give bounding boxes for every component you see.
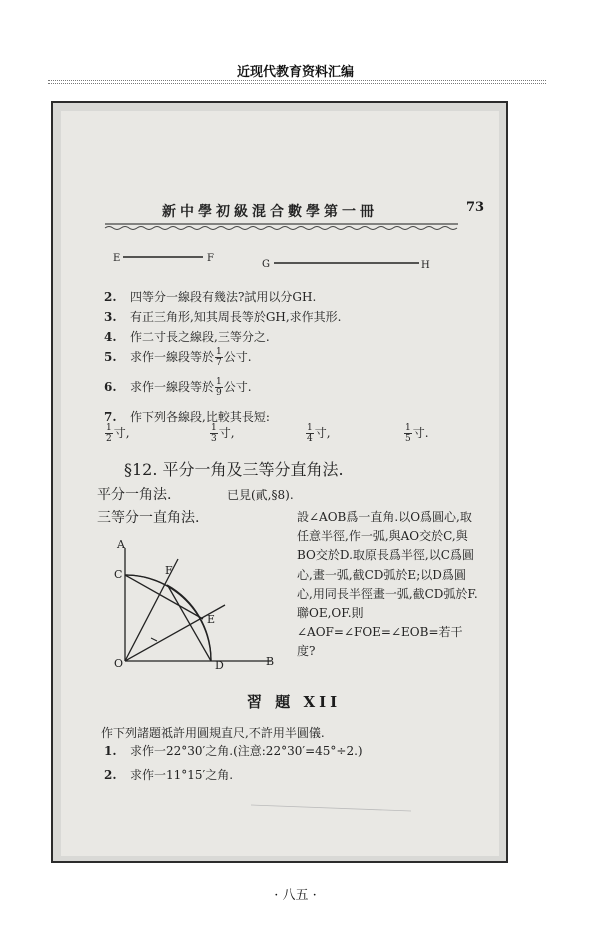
angle-mark	[151, 638, 157, 641]
diagram-labels	[114, 538, 274, 672]
fraction-item: $\frac{1}{4}$ 寸,	[307, 423, 331, 444]
diagram-label-e: E	[207, 613, 216, 626]
problem-item: 7. 作下列各線段,比較其長短:	[104, 410, 270, 424]
trisect-paragraph: 設∠AOB爲一直角.以O爲圓心,取任意半徑,作一弧,與AO交於C,與BO交於D.取原長爲半徑,以C爲圓心,畫一弧,截CD弧於E;以D爲圓心,用同長半徑畫一弧,截CD弧於F.聯OE,OF.則∠AOF=∠FOE=∠EOB=若干度?	[297, 510, 478, 659]
book-header-title: 新中學初級混合數學第一冊	[162, 204, 378, 220]
segment-label-f: F	[207, 253, 214, 264]
segments-ef-gh	[113, 253, 430, 271]
scanned-page	[51, 101, 508, 863]
diagram-label-f: F	[165, 564, 173, 577]
exercise-item: 2. 求作一11°15′之角.	[104, 768, 234, 782]
segment-label-g: G	[262, 259, 270, 270]
fraction: $\frac{1}{7}$	[216, 347, 222, 368]
header-rule	[48, 80, 546, 81]
problem-item: 2. 四等分一線段有幾法?試用以分GH.	[104, 290, 317, 304]
diagram-label-a: A	[117, 538, 125, 551]
trisect-label: 三等分一直角法.	[97, 510, 200, 526]
segment-label-h: H	[421, 260, 430, 271]
chord-ce	[125, 575, 203, 619]
trisection-diagram	[125, 548, 271, 661]
exercise-intro: 作下列諸題祗許用圓規直尺,不許用半圓儀.	[101, 726, 325, 740]
segment-label-e: E	[113, 253, 121, 264]
fraction-item: $\frac{1}{5}$ 寸.	[405, 423, 429, 444]
chord-df	[168, 586, 211, 661]
diagram-label-o: O	[114, 657, 124, 670]
fraction: $\frac{1}{9}$	[216, 377, 222, 398]
book-page-number: 73	[466, 200, 485, 215]
faint-line	[251, 805, 411, 811]
section-title: §12. 平分一角及三等分直角法.	[124, 460, 344, 479]
bisect-reference: 已見(貳,§8).	[227, 488, 294, 502]
header-rule	[48, 83, 546, 84]
arc-cd	[125, 575, 211, 661]
problem-item: 5. 求作一線段等於 $\frac{1}{7}$ 公寸.	[104, 347, 252, 368]
page-folio: · 八五 ·	[274, 888, 317, 903]
exercise-title: 習 題 XII	[247, 693, 342, 711]
header-rule-wavy	[105, 224, 458, 230]
problem-item: 6. 求作一線段等於 $\frac{1}{9}$ 公寸.	[104, 377, 252, 398]
running-head: 近现代教育资料汇编	[236, 65, 354, 80]
problem-item: 4. 作二寸長之線段,三等分之.	[104, 330, 270, 344]
problem-item: 3. 有正三角形,知其周長等於GH,求作其形.	[104, 310, 342, 324]
fraction-item: $\frac{1}{3}$ 寸,	[211, 423, 235, 444]
bisect-label: 平分一角法.	[97, 487, 172, 503]
exercise-item: 1. 求作一22°30′之角.(注意:22°30′=45°÷2.)	[104, 744, 363, 758]
page-drawings	[61, 111, 499, 856]
book-page	[61, 111, 499, 856]
fraction-item: $\frac{1}{2}$ 寸,	[106, 423, 130, 444]
diagram-label-c: C	[114, 568, 123, 581]
diagram-label-d: D	[215, 659, 224, 672]
diagram-label-b: B	[266, 655, 275, 668]
